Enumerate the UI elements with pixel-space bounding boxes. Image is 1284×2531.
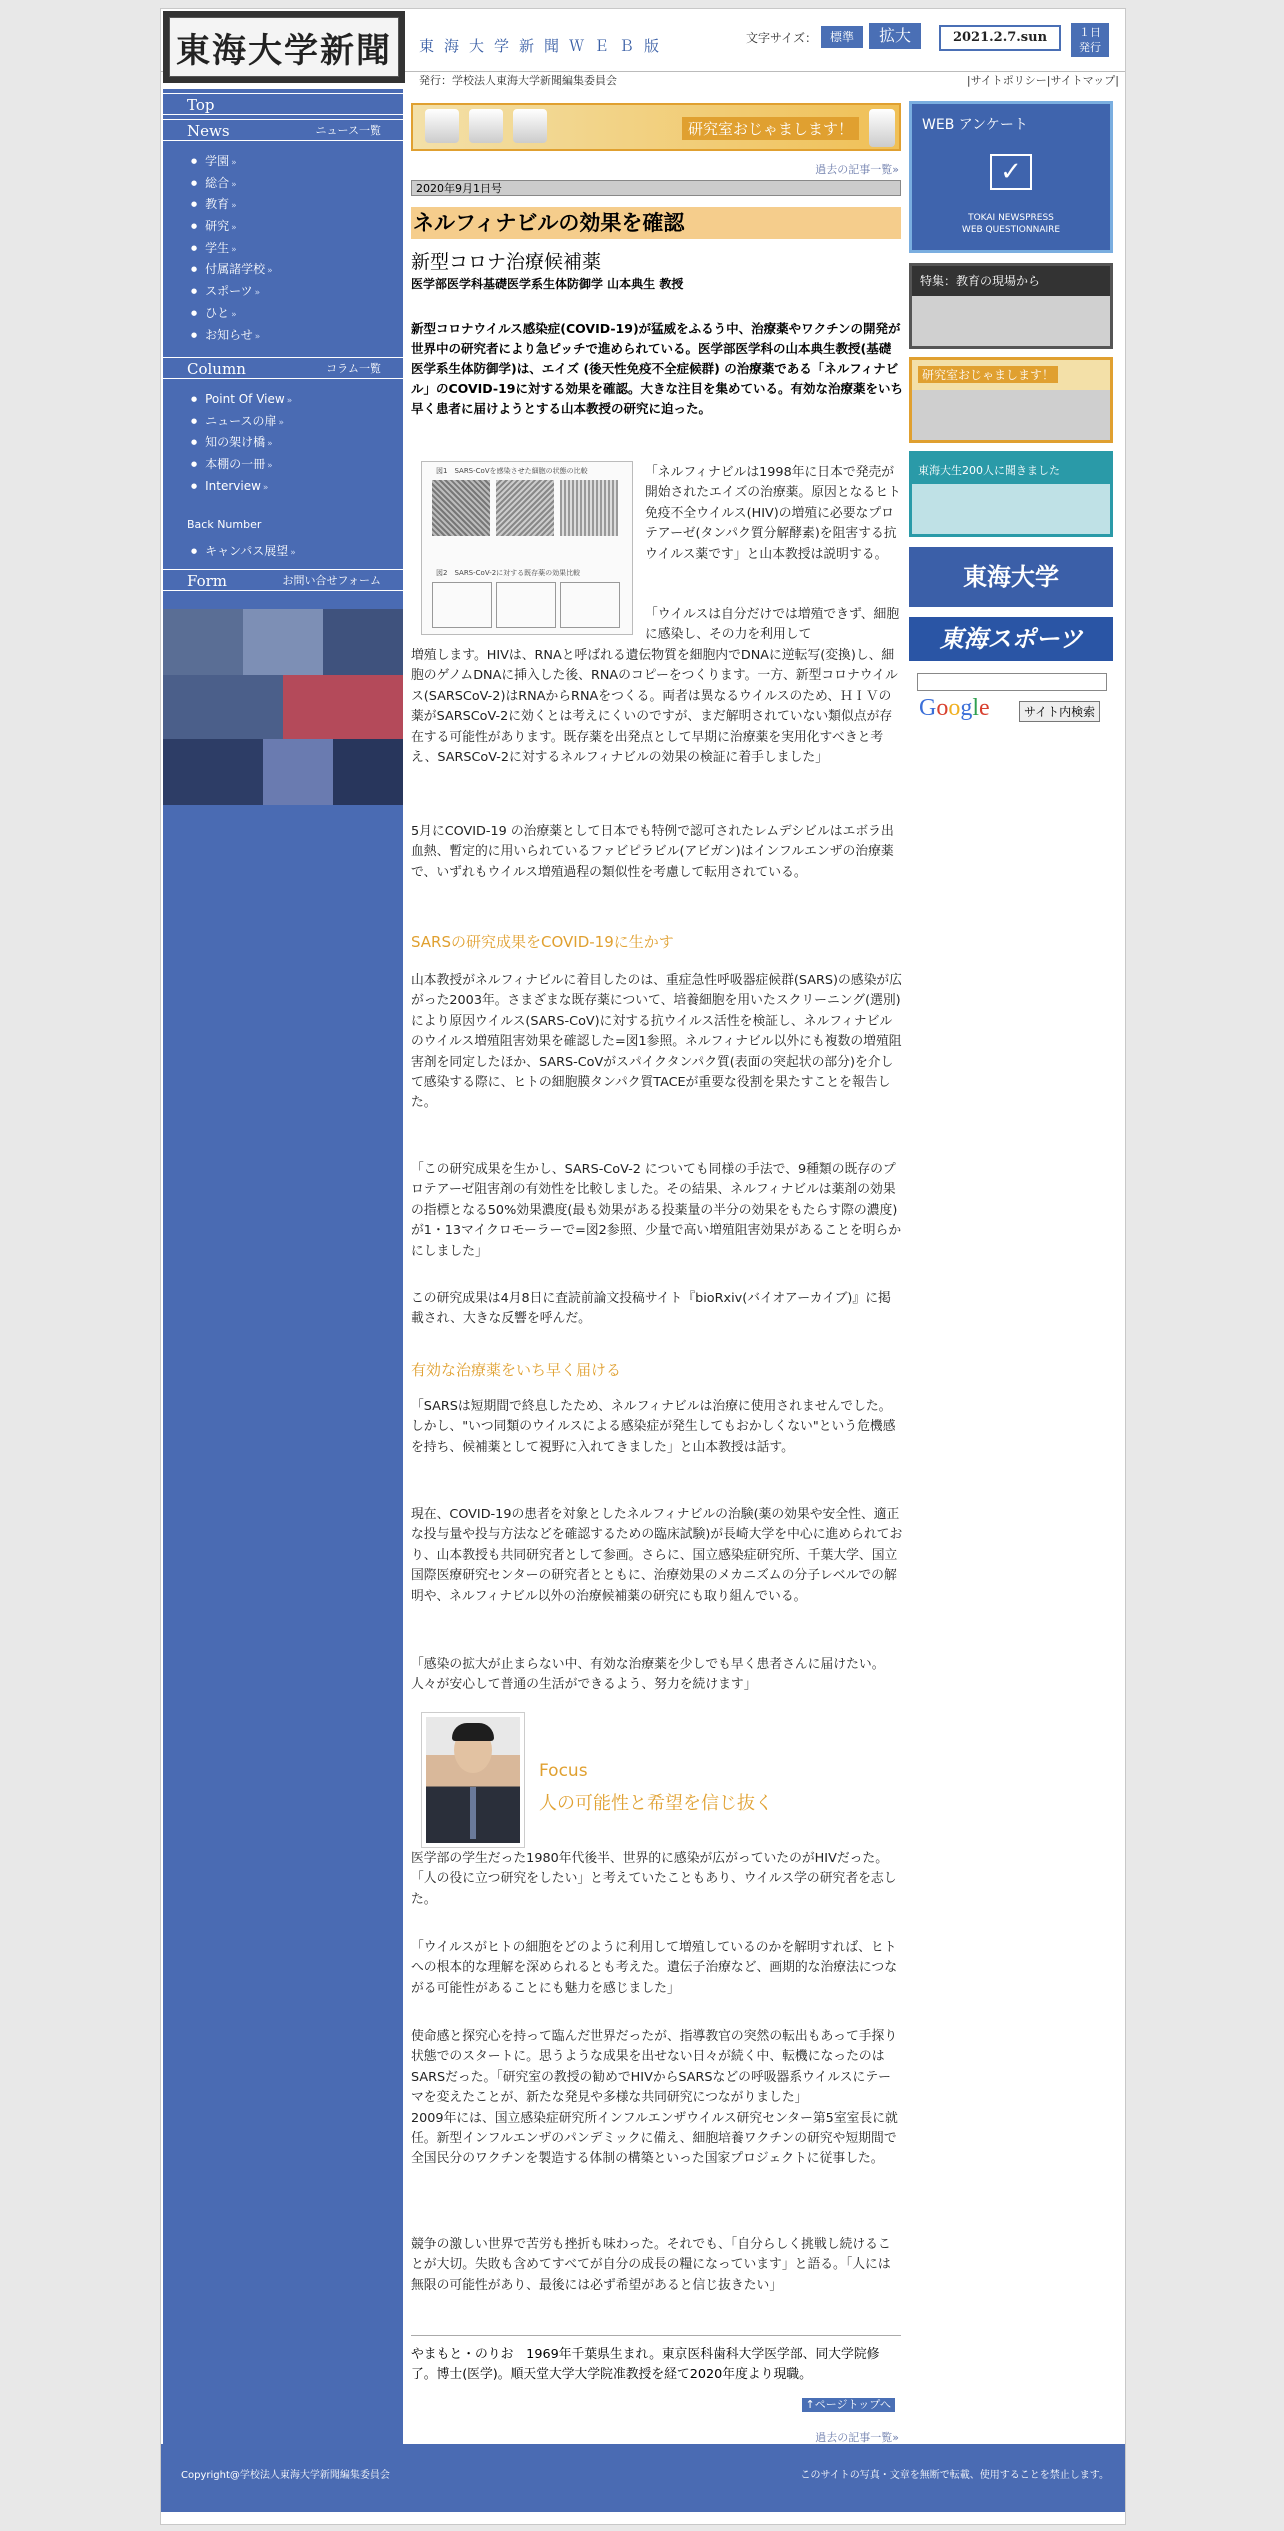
article-subtitle: 新型コロナ治療候補薬 [411,251,602,273]
paragraph: 増殖します。HIVは、RNAと呼ばれる遺伝物質を細胞内でDNAに逆転写(変換)し、細胞のゲノムDNAに挿入した後、RNAのコピーをつくります。一方、新型コロナウイルス(SARSCoV-2)はRNAからRNAをつくる。両者は異なるウイルスのため、ＨＩＶの薬がSARSCoV-2に効くとは考えにくいのですが、まだ解明されていない類似点が存在する可能性があります。既存薬を出発点として早期に治療薬を実用化すべきと考え、SARSCoV-2に対するネルフィナビルの効果の検証に着手しました」 [411,648,898,766]
menu-top[interactable]: Top [163,93,403,115]
cell-image [560,480,618,536]
paragraph: 山本教授がネルフィナビルに着目したのは、重症急性呼吸器症候群(SARS)の感染が広がった2003年。さまざまな既存薬について、培養細胞を用いたスクリーニング(選別)により原因ウイルス(SARS-CoV)に対する抗ウイルス活性を検証し、ネルフィナビルのウイルス増殖阻害効果を確認した=図1参照。ネルフィナビル以外にも複数の増殖阻害剤を同定したほか、SARS-CoVがスパイクタンパク質(表面の突起状の部分)を介して感染する際に、ヒトの細胞膜タンパク質TACEが重要な役割を果たすことを報告した。 [411,973,902,1111]
sidebar-item-campus[interactable]: ● キャンパス展望 » [191,541,296,563]
back-number-label: Back Number [187,518,262,531]
sidebar-item-pov[interactable]: ● Point Of View » [191,389,292,411]
student-survey-banner[interactable]: 東海大生200人に聞きました [909,451,1113,537]
paragraph: 「ウイルスがヒトの細胞をどのように利用して増殖しているのかを解明すれば、ヒトへの根本的な理解を深められるとも考えた。遺伝子治療など、画期的な治療法につながる可能性があることにも魅力を感じました」 [411,1940,898,1996]
article-title: ネルフィナビルの効果を確認 [411,207,901,239]
sub-bar [419,71,1119,91]
news-submenu [191,151,273,346]
publisher-text: 発行：学校法人東海大学新聞編集委員会 [419,74,617,87]
web-questionnaire-title: WEB アンケート [922,117,1028,133]
column-submenu [191,389,292,497]
hair [452,1723,494,1741]
sidebar-item-oshirase[interactable]: ● お知らせ » [191,325,273,347]
tie [470,1787,476,1839]
font-size-standard-button[interactable]: 標準 [821,26,863,48]
menu-column[interactable]: Column コラム一覧 [163,357,403,379]
sidebar-item-sogo[interactable]: ● 総合 » [191,173,273,195]
banner-text: 研究室おじゃまします！ [682,117,859,140]
sidebar-item-news-door[interactable]: ● ニュースの扉 » [191,411,292,433]
paragraph: 現在、COVID-19の患者を対象としたネルフィナビルの治験(薬の効果や安全性、適正な投与量や投与方法などを確認するための臨床試験)が長崎大学を中心に進められており、山本教授も共同研究者として参画。さらに、国立感染症研究所、千葉大学、国立国際医療研究センターの研究者とともに、治療効果のメカニズムの分子レベルでの解明や、ネルフィナビル以外の治療候補薬の研究にも取り組んでいる。 [411,1507,903,1604]
paragraph: 「SARSは短期間で終息したため、ネルフィナビルは治療に使用されませんでした。しかし、"いつ同類のウイルスによる感染症が発生してもおかしくない"という危機感を持ち、候補薬として視野に入れてきました」と山本教授は話す。 [411,1399,896,1455]
menu-form[interactable]: Form お問い合せフォーム [163,569,403,591]
flask-icon [425,109,459,143]
page-top-button[interactable]: ↑ページトップへ [802,2398,895,2412]
cell-image [432,480,490,536]
issue-badge: １日 発行 [1071,23,1109,57]
section-heading: SARSの研究成果をCOVID-19に生かす [411,933,674,951]
past-articles-link[interactable]: 過去の記事一覧» [815,2431,899,2444]
policy-sitemap-links[interactable]: |サイトポリシー|サイトマップ| [966,74,1119,87]
divider [411,2335,901,2336]
article-lead: 新型コロナウイルス感染症(COVID-19)が猛威をふるう中、治療薬やワクチンの開発が世界中の研究者により急ピッチで進められている。医学部医学科の山本典生教授(基礎医学系生体防御学)は、エイズ (後天性免疫不全症候群) の治療薬である「ネルフィナビル」のCOVID-19に対する効果を確認。大きな注目を集めている。有効な治療薬をいち早く患者に届けようとする山本教授の研究に迫った。 [411,321,903,416]
checkbox-icon: ✓ [990,154,1032,190]
copyright: Copyright@学校法人東海大学新聞編集委員会 [181,2470,390,2481]
tokai-sports-banner[interactable]: 東海スポーツ [909,617,1113,661]
current-date: 2021.2.7.sun [939,25,1061,51]
focus-label: Focus [539,1761,588,1781]
paragraph: 「感染の拡大が止まらない中、有効な治療薬を少しでも早く患者さんに届けたい。人々が安心して普通の生活ができるよう、努力を続けます」 [411,1657,885,1693]
beaker-icon [513,109,547,143]
logo-text: 東海大学新聞 [176,30,392,71]
article-author: 医学部医学科基礎医学系生体防御学 山本典生 教授 [411,277,684,291]
header [161,9,1125,72]
site-logo[interactable] [163,11,405,83]
column-list-link[interactable]: コラム一覧 [326,362,381,375]
photo-collage [163,609,403,805]
sidebar-item-interview[interactable]: ● Interview » [191,476,292,498]
paragraph: 「ウイルスは自分だけでは増殖できず、細胞に感染し、その力を利用して [645,607,900,643]
sidebar-item-bookshelf[interactable]: ● 本棚の一冊 » [191,454,292,476]
graph [560,582,620,628]
back-number-submenu [191,541,296,563]
sidebar-item-hito[interactable]: ● ひと » [191,303,273,325]
figure-caption-1: 図1 SARS-CoVを感染させた細胞の状態の比較 [436,467,588,475]
web-questionnaire-banner[interactable]: WEB アンケート ✓ TOKAI NEWSPRESS WEB QUESTIONNAIRE [909,101,1113,253]
paragraph: 「この研究成果を生かし、SARS-CoV-2 についても同様の手法で、9種類の既存のプロテアーゼ阻害剤の有効性を比較しました。その結果、ネルフィナビルは薬剤の効果の指標となる50%効果濃度(最も効果がある投薬量の半分の効果をもたらす際の濃度)が1・13マイクロモーラーで=図2参照、少量で高い増殖阻害効果があることを明らかにしました」 [411,1162,902,1259]
paragraph: 5月にCOVID-19 の治療薬として日本でも特例で認可されたレムデシビルはエボラ出血熱、暫定的に用いられているファビピラビル(アビガン)はインフルエンザの治療薬で、いずれもウイルス増殖過程の類似性を考慮して転用されている。 [411,824,894,880]
font-size-label: 文字サイズ： [746,31,818,45]
sidebar-item-kyoiku[interactable]: ● 教育 » [191,194,273,216]
past-articles-link[interactable]: 過去の記事一覧» [815,163,899,176]
figure-caption-2: 図2 SARS-CoV-2に対する既存薬の効果比較 [436,569,581,577]
paragraph: 「ネルフィナビルは1998年に日本で発売が開始されたエイズの治療薬。原因となるヒト免疫不全ウイルス(HIV)の増殖に必要なプロテアーゼ(タンパク質分解酵素)を阻害する抗ウイルス薬です」と山本教授は説明する。 [645,465,901,562]
section-heading: 有効な治療薬をいち早く届ける [411,1361,622,1379]
sidebar-item-sports[interactable]: ● スポーツ » [191,281,273,303]
sidebar-item-kenkyu[interactable]: ● 研究 » [191,216,273,238]
sidebar [163,89,403,2449]
author-profile: やまもと・のりお 1969年千葉県生まれ。東京医科歯科大学医学部、同大学院修了。博士(医学)。順天堂大学大学院准教授を経て2020年度より現職。 [411,2347,880,2383]
paragraph: この研究成果は4月8日に査読前論文投稿サイト『bioRxiv(バイオアーカイブ)』に掲載され、大きな反響を呼んだ。 [411,1291,891,1327]
page [160,8,1126,2525]
contact-form-link[interactable]: お問い合せフォーム [282,574,381,587]
news-list-link[interactable]: ニュース一覧 [315,124,381,137]
sidebar-item-fuzoku[interactable]: ● 付属諸学校 » [191,259,273,281]
sidebar-item-bridge[interactable]: ● 知の架け橋 » [191,432,292,454]
clipboard-icon [869,109,895,147]
copyright-notice: このサイトの写真・文章を無断で転載、使用することを禁止します。 [800,2470,1109,2481]
graph [432,582,492,628]
cell-image [496,480,554,536]
focus-title: 人の可能性と希望を信じ抜く [539,1793,773,1814]
paragraph: 医学部の学生だった1980年代後半、世界的に感染が広がっていたのがHIVだった。「人の役に立つ研究をしたい」と考えていたこともあり、ウイルス学の研究者を志した。 [411,1851,897,1907]
site-title: 東海大学新聞ＷＥＢ版 [419,37,670,55]
lab-visit-banner[interactable] [411,103,901,151]
issue-date: 2020年9月1日号 [411,180,901,196]
research-figure [421,461,633,635]
flask-icon [469,109,503,143]
paragraph: 使命感と探究心を持って臨んだ世界だったが、指導教官の突然の転出もあって手探り状態でのスタートに。思うような成果を出せない日々が続く中、転機になったのはSARSだった。「研究室の教授の勧めでHIVからSARSなどの呼吸器系ウイルスにテーマを変えたことが、新たな発見や多様な共同研究につながりました」 2009年には、国立感染症研究所インフルエンザウイルス研究センター第5室室長に就任。新型インフルエンザのパンデミックに備え、細胞培養ワクチンの研究や短期間で全国民分のワクチンを製造する体制の構築といった国家プロジェクトに従事した。 [411,2029,898,2167]
lab-visit-side-banner[interactable]: 研究室おじゃまします！ [909,357,1113,443]
font-size-large-button[interactable]: 拡大 [869,23,921,49]
tokai-university-banner[interactable]: 東海大学 [909,547,1113,607]
google-logo: Google [919,695,990,721]
search-input[interactable] [917,673,1107,691]
site-search-button[interactable]: サイト内検索 [1019,701,1100,722]
professor-portrait [421,1712,525,1848]
sidebar-item-gakuen[interactable]: ● 学園 » [191,151,273,173]
sidebar-item-gakusei[interactable]: ● 学生 » [191,238,273,260]
graph [496,582,556,628]
menu-news[interactable]: News ニュース一覧 [163,119,403,141]
footer [161,2444,1125,2512]
feature-education-banner[interactable]: 特集：教育の現場から [909,263,1113,349]
paragraph: 競争の激しい世界で苦労も挫折も味わった。それでも、「自分らしく挑戦し続けることが大切。失敗も含めてすべてが自分の成長の糧になっています」と語る。「人には無限の可能性があり、最後には必ず希望があると信じ抜きたい」 [411,2237,891,2293]
